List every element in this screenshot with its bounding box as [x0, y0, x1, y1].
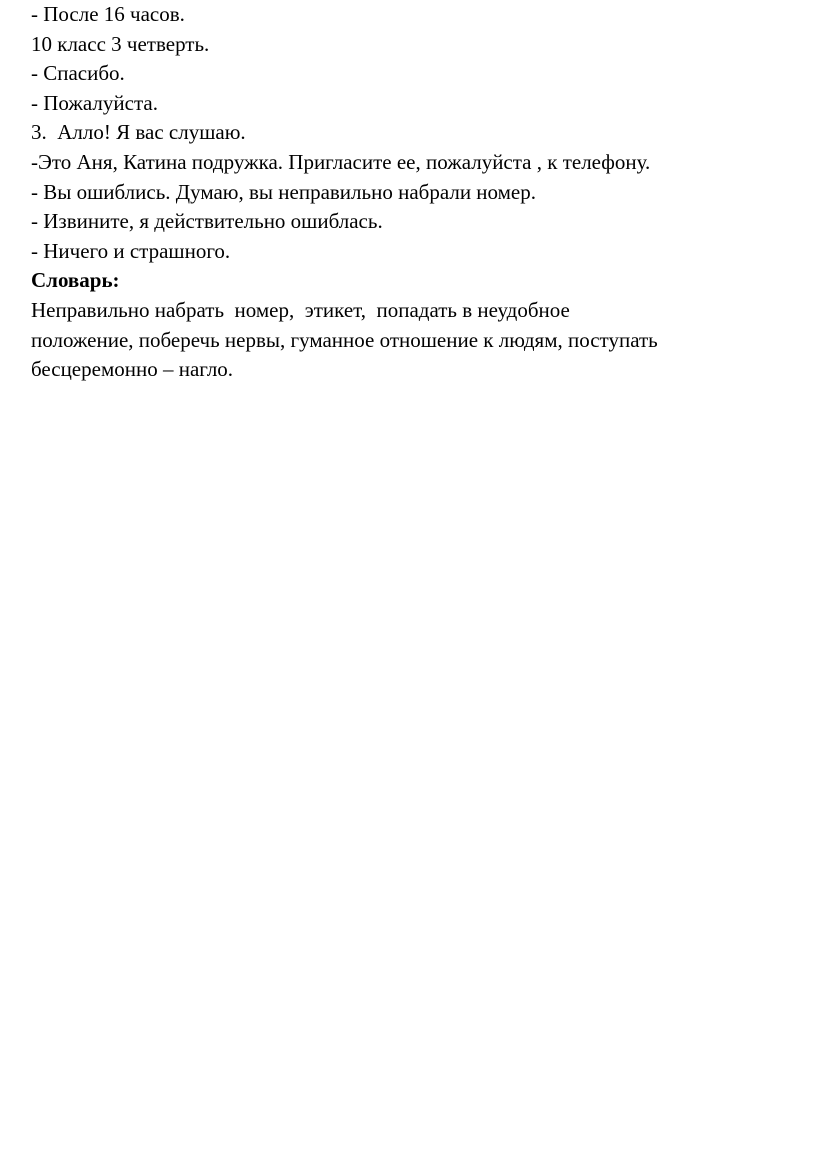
text-line: -Это Аня, Катина подружка. Пригласите ее, пожалуйста , к телефону. — [31, 149, 651, 174]
text-line: - Пожалуйста. — [31, 90, 158, 115]
text-line: 10 класс 3 четверть. — [31, 31, 210, 56]
text-line: 3. Алло! Я вас слушаю. — [31, 120, 246, 145]
text-line: - Вы ошиблись. Думаю, вы неправильно набрали номер. — [31, 179, 537, 204]
text-line: - Ничего и страшного. — [31, 238, 231, 263]
text-line: - Извините, я действительно ошиблась. — [31, 209, 383, 234]
vocabulary-line: положение, поберечь нервы, гуманное отношение к людям, поступать — [31, 327, 658, 352]
vocabulary-line: Неправильно набрать номер, этикет, попадать в неудобное — [31, 297, 570, 322]
text-line: - После 16 часов. — [31, 2, 185, 26]
vocabulary-heading: Словарь: — [31, 268, 120, 293]
vocabulary-line: бесцеремонно – нагло. — [31, 357, 234, 382]
document-page — [31, 0, 806, 385]
text-line: - Спасибо. — [31, 61, 125, 86]
